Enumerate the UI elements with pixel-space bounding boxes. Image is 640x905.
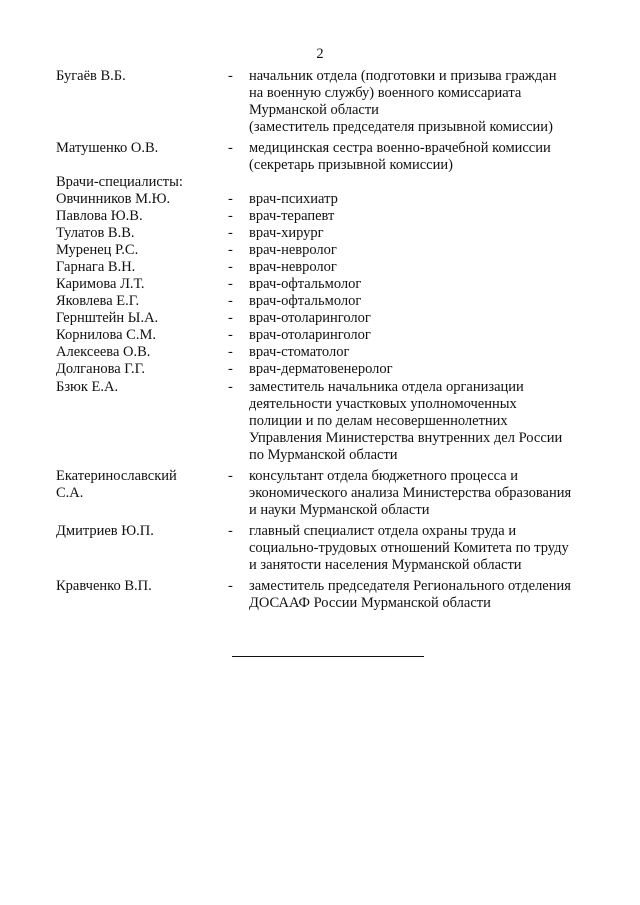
role-line: главный специалист отдела охраны труда и [249,523,517,539]
role-line: на военную службу) военного комиссариата [249,85,522,101]
name-line: Кравченко В.П. [56,578,152,594]
member-name: Матушенко О.В. [56,140,159,156]
name-line: Бзюк Е.А. [56,379,119,395]
member-role [249,468,596,519]
doctor-role: врач-стоматолог [249,344,350,360]
member-name [56,468,216,502]
doctor-role: врач-отоларинголог [249,327,371,343]
role-line: и занятости населения Мурманской области [249,557,522,573]
role-line: и науки Мурманской области [249,502,430,518]
doctor-role: врач-терапевт [249,208,335,224]
dash: - [228,293,233,309]
doctor-name: Тулатов В.В. [56,225,135,241]
doctor-name: Алексеева О.В. [56,344,151,360]
doctor-name: Муренец Р.С. [56,242,139,258]
role-line: заместитель председателя Регионального отделения [249,578,571,594]
doctor-role: врач-психиатр [249,191,338,207]
dash: - [228,68,233,84]
doctor-role: врач-отоларинголог [249,310,371,326]
member-role [249,578,596,612]
doctor-name: Долганова Г.Г. [56,361,146,377]
member-role [249,379,596,464]
doctor-role: врач-невролог [249,242,337,258]
dash: - [228,523,233,539]
member-name [56,523,216,540]
member-role [249,523,596,574]
doctor-role: врач-невролог [249,259,337,275]
doctor-name: Гарнага В.Н. [56,259,136,275]
dash: - [228,361,233,377]
doctor-role: врач-офтальмолог [249,276,362,292]
role-line: социально-трудовых отношений Комитета по труду [249,540,569,556]
doctor-role: врач-офтальмолог [249,293,362,309]
member-name [56,578,216,595]
specialists-heading: Врачи-специалисты: [56,174,183,190]
role-line: Управления Министерства внутренних дел России [249,430,563,446]
dash: - [228,140,233,156]
dash: - [228,468,233,484]
doctor-name: Овчинников М.Ю. [56,191,171,207]
role-line: заместитель начальника отдела организации [249,379,524,395]
dash: - [228,191,233,207]
role-line: консультант отдела бюджетного процесса и [249,468,519,484]
role-line: экономического анализа Министерства образования [249,485,572,501]
role-line: деятельности участковых уполномоченных [249,396,517,412]
role-line: ДОСААФ России Мурманской области [249,595,491,611]
dash: - [228,310,233,326]
role-line: (заместитель председателя призывной комиссии) [249,119,553,135]
member-name [56,379,216,396]
dash: - [228,276,233,292]
name-line: Екатеринославский [56,468,177,484]
dash: - [228,259,233,275]
role-line: медицинская сестра военно-врачебной комиссии [249,140,551,156]
role-line: начальник отдела (подготовки и призыва граждан [249,68,557,84]
dash: - [228,379,233,395]
dash: - [228,208,233,224]
doctor-role: врач-дерматовенеролог [249,361,393,377]
doctor-role: врач-хирург [249,225,324,241]
member-role [249,140,596,174]
role-line: Мурманской области [249,102,379,118]
dash: - [228,242,233,258]
dash: - [228,327,233,343]
role-line: полиции и по делам несовершеннолетних [249,413,508,429]
doctor-name: Павлова Ю.В. [56,208,143,224]
name-line: Дмитриев Ю.П. [56,523,154,539]
closing-rule [232,656,424,657]
member-name: Бугаёв В.Б. [56,68,126,84]
role-line: (секретарь призывной комиссии) [249,157,453,173]
page-number: 2 [316,46,324,62]
role-line: по Мурманской области [249,447,398,463]
name-line: С.А. [56,485,84,501]
member-role [249,68,596,136]
dash: - [228,225,233,241]
doctor-name: Гернштейн Ы.А. [56,310,159,326]
dash: - [228,344,233,360]
doctor-name: Яковлева Е.Г. [56,293,140,309]
doctor-name: Каримова Л.Т. [56,276,145,292]
doctor-name: Корнилова С.М. [56,327,156,343]
dash: - [228,578,233,594]
